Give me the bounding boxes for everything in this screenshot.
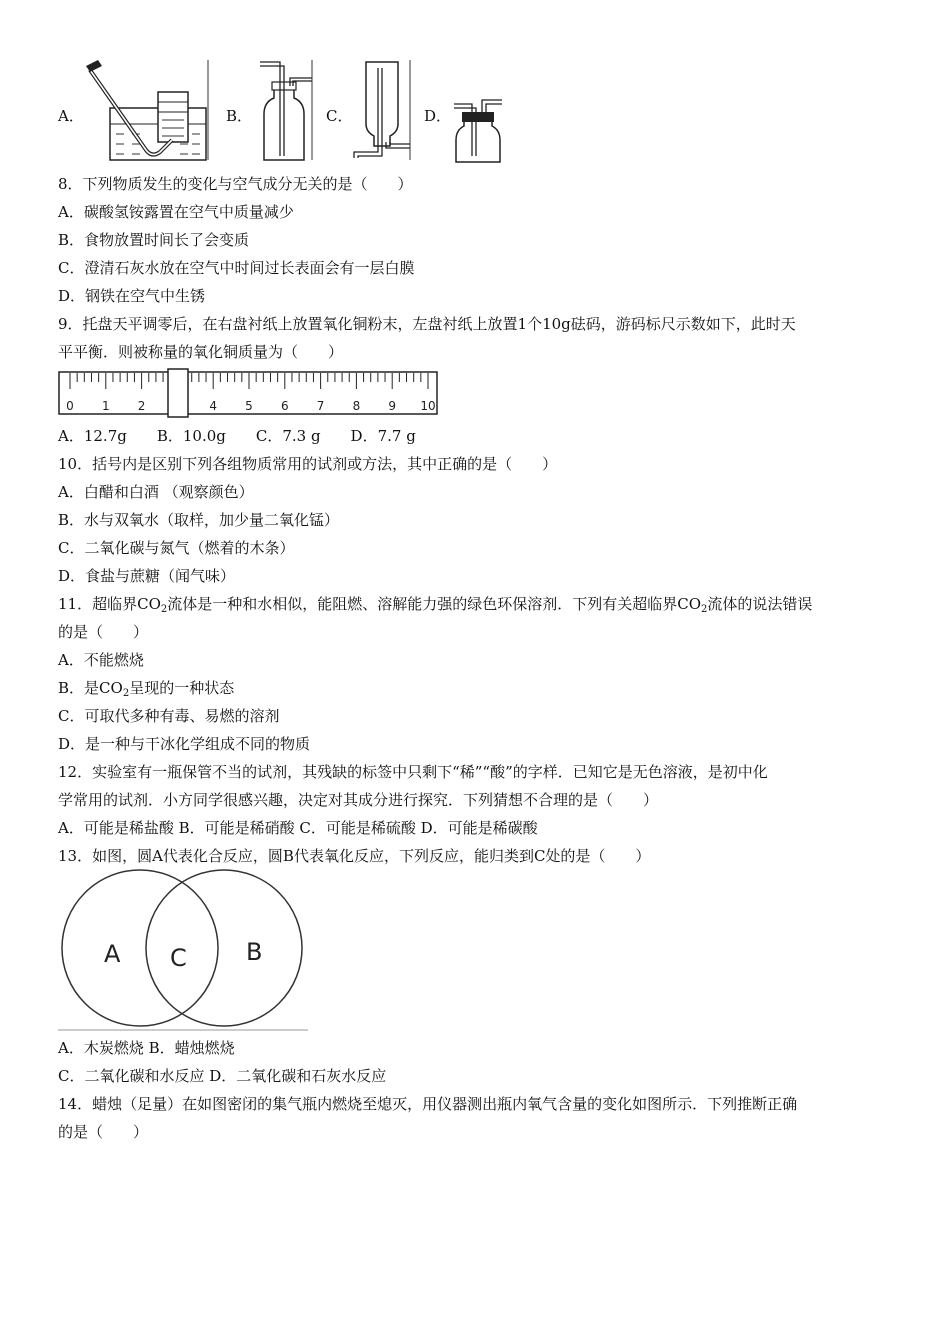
q9-stem-line1: 9．托盘天平调零后，在右盘衬纸上放置氧化铜粉末，左盘衬纸上放置1个10g砝码，游码标尺示数如下，此时天 — [58, 315, 796, 333]
q12-stem-line2: 学常用的试剂．小方同学很感兴趣，决定对其成分进行探究．下列猜想不合理的是（ ） — [58, 791, 659, 809]
q10-stem: 10．括号内是区别下列各组物质常用的试剂或方法，其中正确的是（ ） — [58, 455, 558, 473]
q13-options-cd: C．二氧化碳和水反应 D．二氧化碳和石灰水反应 — [58, 1067, 387, 1085]
q11-option-b-part2: 呈现的一种状态 — [129, 679, 235, 697]
q7-option-a-label: A． — [58, 107, 84, 125]
q8-option-d: D．钢铁在空气中生锈 — [58, 287, 206, 305]
q8-option-b: B．食物放置时间长了会变质 — [58, 231, 250, 249]
q11-option-c: C．可取代多种有毒、易燃的溶剂 — [58, 707, 280, 725]
q11-subscript-2: 2 — [701, 604, 708, 615]
q14-stem-line2: 的是（ ） — [58, 1123, 149, 1141]
venn-diagram — [58, 868, 310, 1034]
q7-option-c-label: C． — [326, 107, 353, 125]
q10-option-d: D．食盐与蔗糖（闻气味） — [58, 567, 236, 585]
q9-options: A．12.7g B．10.0g C．7.3 g D．7.7 g — [58, 427, 416, 445]
ruler-label: 8 — [352, 399, 361, 413]
q11-option-a: A．不能燃烧 — [58, 651, 144, 669]
q10-option-b: B．水与双氧水（取样，加少量二氧化锰） — [58, 511, 340, 529]
q11-option-d: D．是一种与干冰化学组成不同的物质 — [58, 735, 311, 753]
venn-label-c: C — [170, 944, 187, 972]
ruler-label: 4 — [209, 399, 218, 413]
q13-stem: 13．如图，圆A代表化合反应，圆B代表氧化反应，下列反应，能归类到C处的是（ ） — [58, 847, 651, 865]
q11-option-b — [58, 678, 234, 698]
ruler-label: 9 — [388, 399, 397, 413]
q7-option-b-label: B． — [226, 107, 253, 125]
apparatus-a-figure — [80, 58, 240, 166]
q8-stem: 8．下列物质发生的变化与空气成分无关的是（ ） — [58, 175, 413, 193]
q10-option-c: C．二氧化碳与氮气（燃着的木条） — [58, 539, 295, 557]
ruler-label: 5 — [245, 399, 253, 413]
ruler-label: 6 — [280, 399, 289, 413]
q11-stem-part3: 流体的说法错误 — [707, 595, 813, 613]
q11-stem-line2: 的是（ ） — [58, 623, 149, 641]
apparatus-d-figure — [450, 90, 508, 166]
ruler-label: 0 — [66, 399, 74, 413]
q11-option-b-part1: B．是CO — [58, 679, 123, 697]
apparatus-b-figure — [254, 58, 316, 166]
q12-options: A．可能是稀盐酸 B．可能是稀硝酸 C．可能是稀硫酸 D．可能是稀碳酸 — [58, 819, 538, 837]
q7-option-d-label: D． — [424, 107, 452, 125]
venn-label-a: A — [104, 940, 121, 968]
q11-stem-part2: 流体是一种和水相似，能阻燃、溶解能力强的绿色环保溶剂．下列有关超临界CO — [167, 595, 702, 613]
ruler-label: 1 — [101, 399, 110, 413]
apparatus-c-figure — [348, 58, 418, 166]
q11-option-b-subscript: 2 — [122, 688, 130, 699]
q13-options-ab: A．木炭燃烧 B．蜡烛燃烧 — [58, 1039, 235, 1057]
q11-stem-part1: 11．超临界CO — [58, 595, 161, 613]
venn-label-b: B — [246, 938, 263, 966]
q8-option-a: A．碳酸氢铵露置在空气中质量减少 — [58, 203, 294, 221]
rider-scale-ruler — [58, 366, 440, 420]
q8-option-c: C．澄清石灰水放在空气中时间过长表面会有一层白膜 — [58, 259, 415, 277]
q14-stem-line1: 14．蜡烛（足量）在如图密闭的集气瓶内燃烧至熄灭，用仪器测出瓶内氧气含量的变化如图所示．下列推断正确 — [58, 1095, 798, 1113]
ruler-label: 2 — [137, 399, 146, 413]
q12-stem-line1: 12．实验室有一瓶保管不当的试剂，其残缺的标签中只剩下“稀”“酸”的字样．已知它是无色溶液，是初中化 — [58, 763, 768, 781]
q11-stem-line1 — [58, 594, 812, 614]
ruler-label: 10 — [420, 399, 436, 413]
q9-stem-line2: 平平衡．则被称量的氧化铜质量为（ ） — [58, 343, 344, 361]
ruler-label: 7 — [316, 399, 325, 413]
ruler-rider — [168, 369, 188, 417]
q11-subscript-1: 2 — [160, 604, 168, 615]
q10-option-a: A．白醋和白酒 （观察颜色） — [58, 483, 254, 501]
venn-circle-a — [62, 870, 218, 1026]
